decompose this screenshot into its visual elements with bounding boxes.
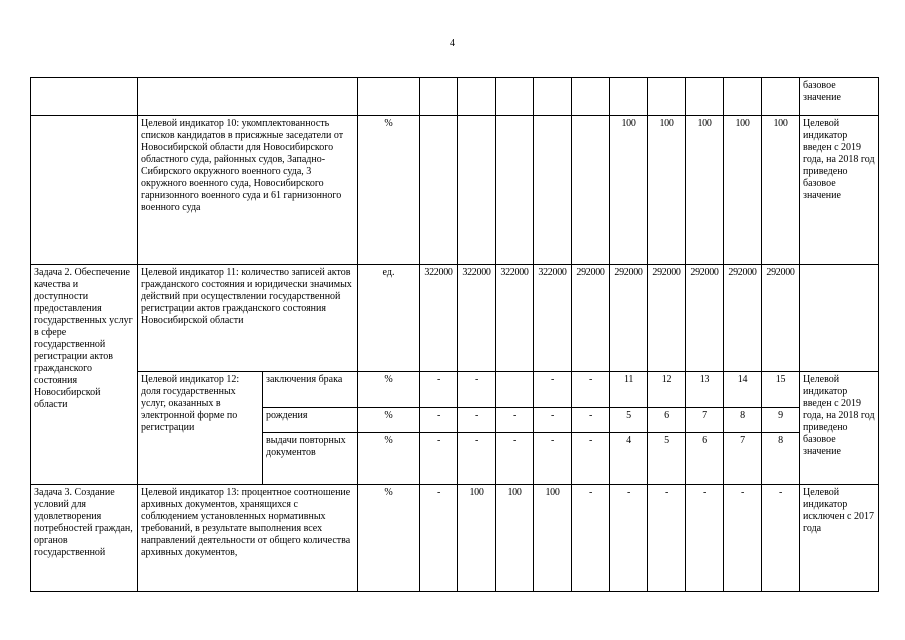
value-cell: 13: [686, 372, 724, 408]
value-cell: [420, 116, 458, 265]
value-cell: -: [572, 485, 610, 592]
value-cell: -: [420, 408, 458, 433]
value-cell: 8: [762, 433, 800, 485]
value-cell: -: [534, 408, 572, 433]
value-cell: -: [496, 433, 534, 485]
value-cell: -: [420, 372, 458, 408]
value-cell: 6: [686, 433, 724, 485]
value-cell: 292000: [648, 265, 686, 372]
value-cell: 100: [724, 116, 762, 265]
value-cell: 7: [724, 433, 762, 485]
table-row: [31, 485, 879, 592]
value-cell: -: [572, 408, 610, 433]
subrow-label: рождения: [263, 408, 358, 433]
value-cell: -: [572, 433, 610, 485]
table-row: [31, 265, 879, 372]
value-cell: 100: [534, 485, 572, 592]
value-cell: 292000: [610, 265, 648, 372]
indicator-13: Целевой индикатор 13: процентное соотношение архивных документов, хранящихся с соблюдением установленных нормативных требований, в результате выполнения всех направлений деятельности от общего количества архивных документов,: [138, 485, 358, 592]
indicator-cell: [138, 78, 358, 116]
value-cell: -: [686, 485, 724, 592]
note-cell: Целевой индикатор введен с 2019 года, на 2018 год приведено базовое значение: [800, 116, 879, 265]
value-cell: [496, 372, 534, 408]
value-cell: 322000: [458, 265, 496, 372]
note-cell: [800, 265, 879, 372]
value-cell: -: [420, 433, 458, 485]
value-cell: 14: [724, 372, 762, 408]
task-3: Задача 3. Создание условий для удовлетворения потребностей граждан, органов государственной: [31, 485, 138, 592]
value-cell: -: [534, 372, 572, 408]
value-cell: 292000: [572, 265, 610, 372]
unit-cell: %: [358, 116, 420, 265]
indicator-12: Целевой индикатор 12: доля государственных услуг, оказанных в электронной форме по регистрации: [138, 372, 263, 485]
value-cell: -: [458, 408, 496, 433]
value-cell: 9: [762, 408, 800, 433]
subrow-label: заключения брака: [263, 372, 358, 408]
value-cell: 15: [762, 372, 800, 408]
value-cell: 5: [610, 408, 648, 433]
value-cell: 7: [686, 408, 724, 433]
value-cell: -: [610, 485, 648, 592]
value-cell: 6: [648, 408, 686, 433]
note-cell: Целевой индикатор введен с 2019 года, на 2018 год приведено базовое значение: [800, 372, 879, 485]
unit-cell: %: [358, 408, 420, 433]
value-cell: 100: [610, 116, 648, 265]
value-cell: -: [496, 408, 534, 433]
value-cell: -: [762, 485, 800, 592]
value-cell: [534, 116, 572, 265]
unit-cell: %: [358, 372, 420, 408]
value-cell: 12: [648, 372, 686, 408]
value-cell: -: [534, 433, 572, 485]
table-row: [31, 372, 879, 408]
value-cell: 322000: [496, 265, 534, 372]
value-cell: 292000: [762, 265, 800, 372]
value-cell: -: [724, 485, 762, 592]
value-cell: 292000: [686, 265, 724, 372]
value-cell: 4: [610, 433, 648, 485]
value-cell: 11: [610, 372, 648, 408]
unit-cell: %: [358, 433, 420, 485]
value-cell: -: [420, 485, 458, 592]
value-cell: 100: [458, 485, 496, 592]
value-cell: 100: [496, 485, 534, 592]
value-cell: 322000: [534, 265, 572, 372]
value-cell: [572, 116, 610, 265]
note-cell: базовое значение: [800, 78, 879, 116]
value-cell: 322000: [420, 265, 458, 372]
unit-cell: ед.: [358, 265, 420, 372]
table-row: [31, 116, 879, 265]
indicator-11: Целевой индикатор 11: количество записей актов гражданского состояния и юридически значимых действий при осуществлении государственной регистрации актов гражданского состояния Новосибирской области: [138, 265, 358, 372]
table-row: [31, 78, 879, 116]
value-cell: -: [458, 372, 496, 408]
task-cell: [31, 116, 138, 265]
value-cell: 100: [686, 116, 724, 265]
value-cell: 100: [762, 116, 800, 265]
value-cell: [496, 116, 534, 265]
value-cell: 5: [648, 433, 686, 485]
unit-cell: [358, 78, 420, 116]
value-cell: 292000: [724, 265, 762, 372]
note-cell: Целевой индикатор исключен с 2017 года: [800, 485, 879, 592]
value-cell: [458, 116, 496, 265]
indicator-10: Целевой индикатор 10: укомплектованность списков кандидатов в присяжные заседатели от Новосибирской области для Новосибирского областного суда, районных судов, Западно-Сибирского окружного военного суда, 3 окружного военного суда, Новосибирского гарнизонного военного суда и 61 гарнизонного военного суда: [138, 116, 358, 265]
value-cell: -: [458, 433, 496, 485]
value-cell: -: [572, 372, 610, 408]
unit-cell: %: [358, 485, 420, 592]
task-2: Задача 2. Обеспечение качества и доступности предоставления государственных услуг в сфере государственной регистрации актов гражданского состояния Новосибирской области: [31, 265, 138, 485]
value-cell: 8: [724, 408, 762, 433]
subrow-label: выдачи повторных документов: [263, 433, 358, 485]
value-cell: 100: [648, 116, 686, 265]
indicators-table: [30, 77, 879, 592]
task-cell: [31, 78, 138, 116]
value-cell: -: [648, 485, 686, 592]
page-number: 4: [450, 38, 455, 49]
